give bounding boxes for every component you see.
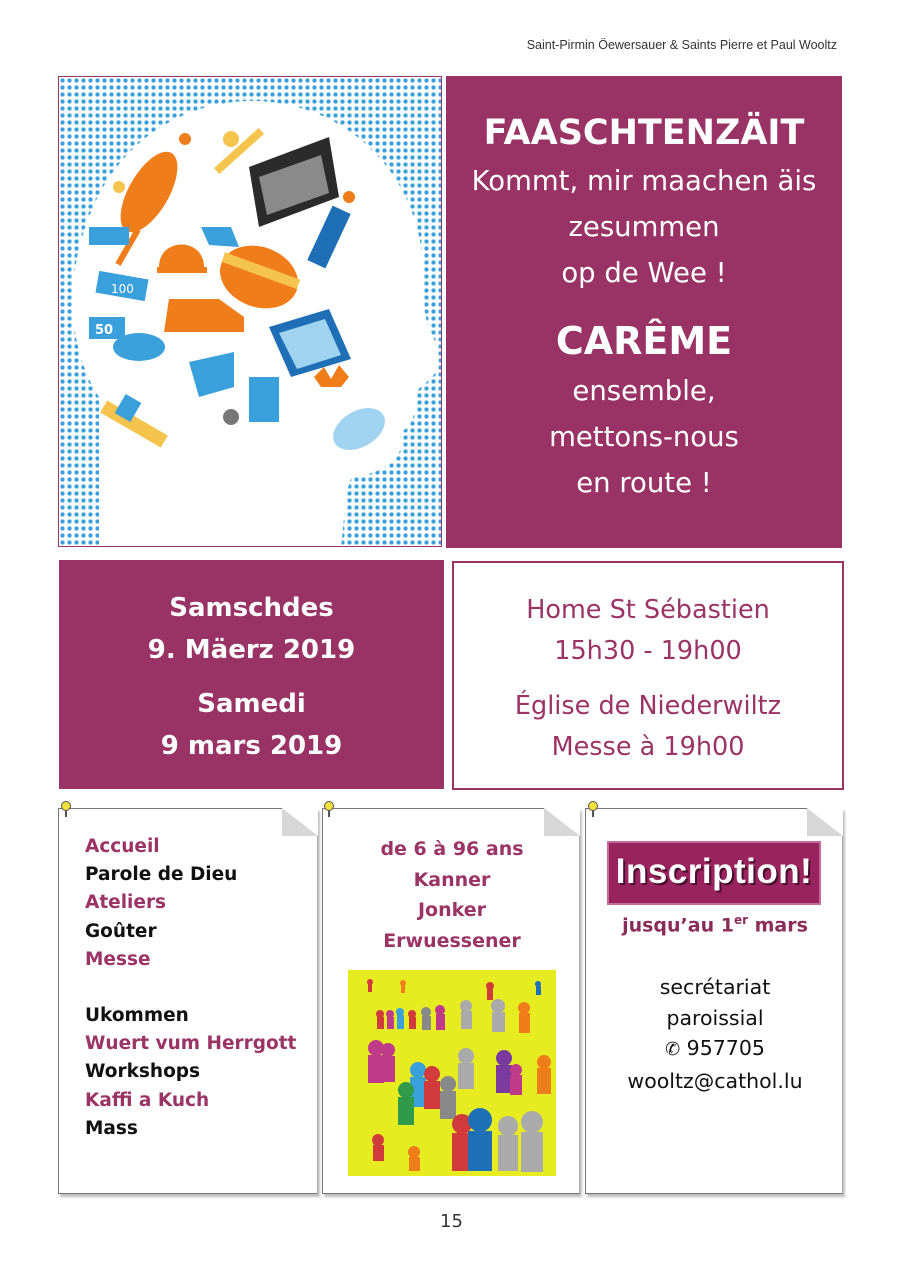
consumer-head-illustration [58, 76, 442, 547]
svg-text:50: 50 [95, 323, 114, 338]
place-time1: 15h30 - 19h00 [554, 636, 742, 666]
title-lb-line1: Kommt, mir maachen äis [471, 165, 817, 197]
date-fr: 9 mars 2019 [160, 731, 343, 761]
audience-note [322, 808, 580, 1194]
contact-email[interactable]: wooltz@cathol.lu [627, 1068, 803, 1093]
program-item: Goûter [85, 920, 157, 942]
program-item: Messe [85, 948, 151, 970]
program-item: Ukommen [85, 1005, 189, 1027]
date-panel [59, 560, 444, 789]
audience-ages: de 6 à 96 ans [380, 838, 524, 860]
registration-deadline: jusqu’au 1er mars [622, 913, 808, 937]
place-venue2: Église de Niederwiltz [514, 691, 782, 721]
office-line1: secrétariat [659, 975, 771, 999]
place-panel [452, 561, 844, 790]
program-item: Kaffi a Kuch [85, 1089, 210, 1111]
program-item: Mass [85, 1117, 138, 1139]
page-number: 15 [440, 1211, 463, 1232]
page-curl [282, 808, 318, 836]
date-lb: 9. Mäerz 2019 [147, 635, 356, 665]
phone-number: ✆ 957705 [665, 1036, 765, 1060]
figures-image [348, 970, 556, 1176]
page-curl [807, 808, 843, 836]
date-day-lb: Samschdes [169, 593, 334, 623]
program-list [85, 833, 296, 1143]
title-fr-line2: mettons-nous [549, 421, 739, 453]
title-fr-line3: en route ! [576, 467, 712, 499]
place-venue1: Home St Sébastien [526, 595, 770, 625]
program-item: Workshops [85, 1061, 201, 1083]
title-lb-line3: op de Wee ! [561, 257, 727, 289]
page-curl [544, 808, 580, 836]
program-note [58, 808, 318, 1194]
audience-group2: Jonker [417, 899, 487, 921]
pushpin-icon [323, 801, 335, 817]
title-fr-heading: CARÊME [555, 319, 733, 363]
title-lb-heading: FAASCHTENZÄIT [483, 113, 805, 153]
phone-icon: ✆ [665, 1039, 681, 1060]
audience-group3: Erwuessener [383, 929, 521, 952]
svg-text:100: 100 [111, 282, 134, 296]
program-item: Accueil [85, 836, 160, 857]
title-panel [446, 76, 842, 548]
header-parishes: Saint-Pirmin Öewersauer & Saints Pierre et Paul Wooltz [526, 38, 837, 52]
program-item: Wuert vum Herrgott [85, 1033, 297, 1055]
title-fr-line1: ensemble, [572, 375, 716, 407]
title-lb-line2: zesummen [568, 211, 720, 243]
pushpin-icon [60, 801, 72, 817]
program-item: Ateliers [85, 892, 167, 914]
audience-group1: Kanner [413, 868, 491, 891]
pushpin-icon [587, 801, 599, 817]
inscription-banner: Inscription! [607, 841, 821, 905]
date-day-fr: Samedi [197, 689, 306, 719]
program-item: Parole de Dieu [85, 864, 238, 886]
place-time2: Messe à 19h00 [551, 732, 745, 762]
office-line2: paroissial [666, 1005, 764, 1030]
